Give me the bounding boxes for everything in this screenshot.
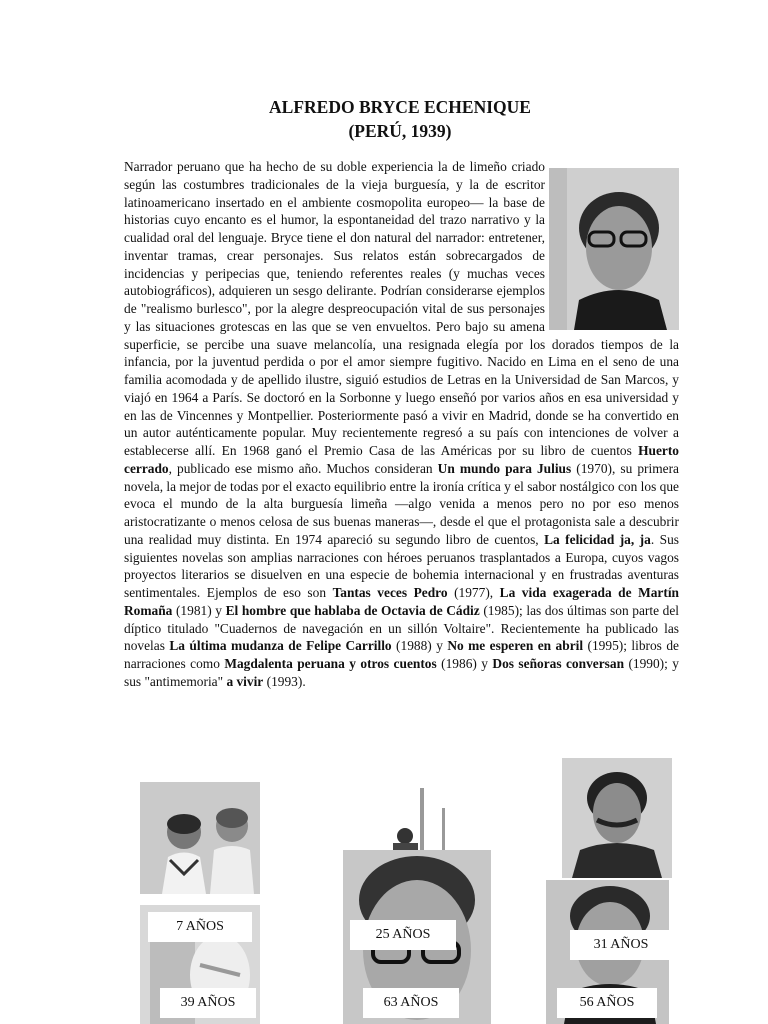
book-title: La vida exagerada de Martín Romaña [124,585,680,618]
bio-text-6: (1981) y [172,602,226,618]
book-title: La última mudanza de Felipe Carrillo [169,638,392,654]
bio-text-10: (1986) y [436,656,493,671]
bio-text-2: , publicado ese mismo año. Muchos consideran [168,460,438,476]
book-title: Tantas veces Pedro [332,585,448,600]
book-title: a vivir [226,673,264,689]
book-title: Dos señoras conversan [492,656,625,671]
bio-text-13: (1993). [263,673,306,689]
biography-text [124,158,679,691]
bio-text-12: " [217,673,227,689]
caption-31-years: 31 AÑOS [570,930,672,960]
bio-text-1: Narrador peruano que ha hecho de su doble experiencia la de limeño criado según las costumbres tradicionales de la vieja burguesía, y la de escritor latinoamericano insertado en el ambiente cosmopolita europeo— la base de historias cuyo encanto es el humor, la espontaneidad del trazo narrativo y la cualidad oral del lenguaje. Bryce tiene el don natural del narrador: entretener, inventar tramas, crear personajes. Sus relatos están sobrecargados de incidencias y peripecias que, teniendo referentes reales (y muchas veces autobiográficos), adquieren un sesgo delirante. Podrían considerarse ejemplos de "realismo burlesco", por la alegre despreocupación vital de sus personajes y las situaciones grotescas en las que se ven envueltos. Pero bajo su amena superficie, se percibe una suave melancolía, una resignada elegía por los dorados tiempos de la infancia, por la juventud perdida o por el amor siempre fugitivo. Nacido en Lima en el seno de una familia acomodada y de apellido ilustre, siguió estudios de Letras en la Universidad de San Marcos, y viajó en 1964 a París. Se doctoró en la Sorbonne y luego enseñó por varios años en esa universidad y en las de Vincennes y Montpellier. Posteriormente pasó a vivir en Madrid, donde se ha convertido en un autor auténticamente popular. Muy recientemente regresó a su país con intenciones de volver a establecerse allí. En 1968 ganó el Premio Casa de las Américas por su libro de cuentos [124,159,679,458]
page-subtitle: (PERÚ, 1939) [348,121,452,141]
caption-7-years: 7 AÑOS [148,912,252,942]
bio-text-4: . Sus siguientes novelas son amplias narraciones con héroes peruanos trasplantados a Europa, cuyos vagos proyectos literarios se disuelven en una especie de bohemia internacional y en frustradas aventuras sentimentales. Ejemplos de eso son [124,531,679,600]
book-title: No me esperen en abril [447,638,584,654]
bio-text-7: (1985); las dos últimas son parte del díptico titulado "Cuadernos de navegación en un sillón Voltaire". Recientemente ha publicado las novelas [124,602,679,654]
age-25-photo [358,788,488,850]
book-title: La felicidad ja, ja [544,531,651,547]
book-title: Un mundo para Julius [437,460,572,476]
bio-text-5: (1977), [447,585,500,600]
childhood-photo [140,782,260,894]
bio-text-11: (1990); y sus "antimemoria [124,656,679,689]
book-title: Huerto cerrado [124,443,679,476]
bio-text-3: (1970), su primera novela, la mejor de todas por el exacto equilibrio entre la ironía crítica y el sabor nostálgico con los que evoca el mundo de la alta burguesía limeña —algo venida a menos pero no por eso menos aristocratizante o menos celosa de sus buenas maneras—, desde el que el protagonista sale a descubrir una realidad muy distinta. En 1974 apareció su segundo libro de cuentos, [124,460,679,547]
caption-63-years: 63 AÑOS [363,988,459,1018]
bio-text-8: (1988) y [391,638,448,654]
caption-39-years: 39 AÑOS [160,988,256,1018]
caption-25-years: 25 AÑOS [350,920,456,950]
age-31-photo [562,758,672,878]
author-portrait-photo [549,168,679,330]
page-title: ALFREDO BRYCE ECHENIQUE [269,97,531,117]
book-title: El hombre que hablaba de Octavia de Cádiz [225,602,480,618]
book-title: Magdalenta peruana y otros cuentos [224,656,437,671]
bio-text-9: (1995); libros de narraciones como [124,638,679,671]
caption-56-years: 56 AÑOS [557,988,657,1018]
